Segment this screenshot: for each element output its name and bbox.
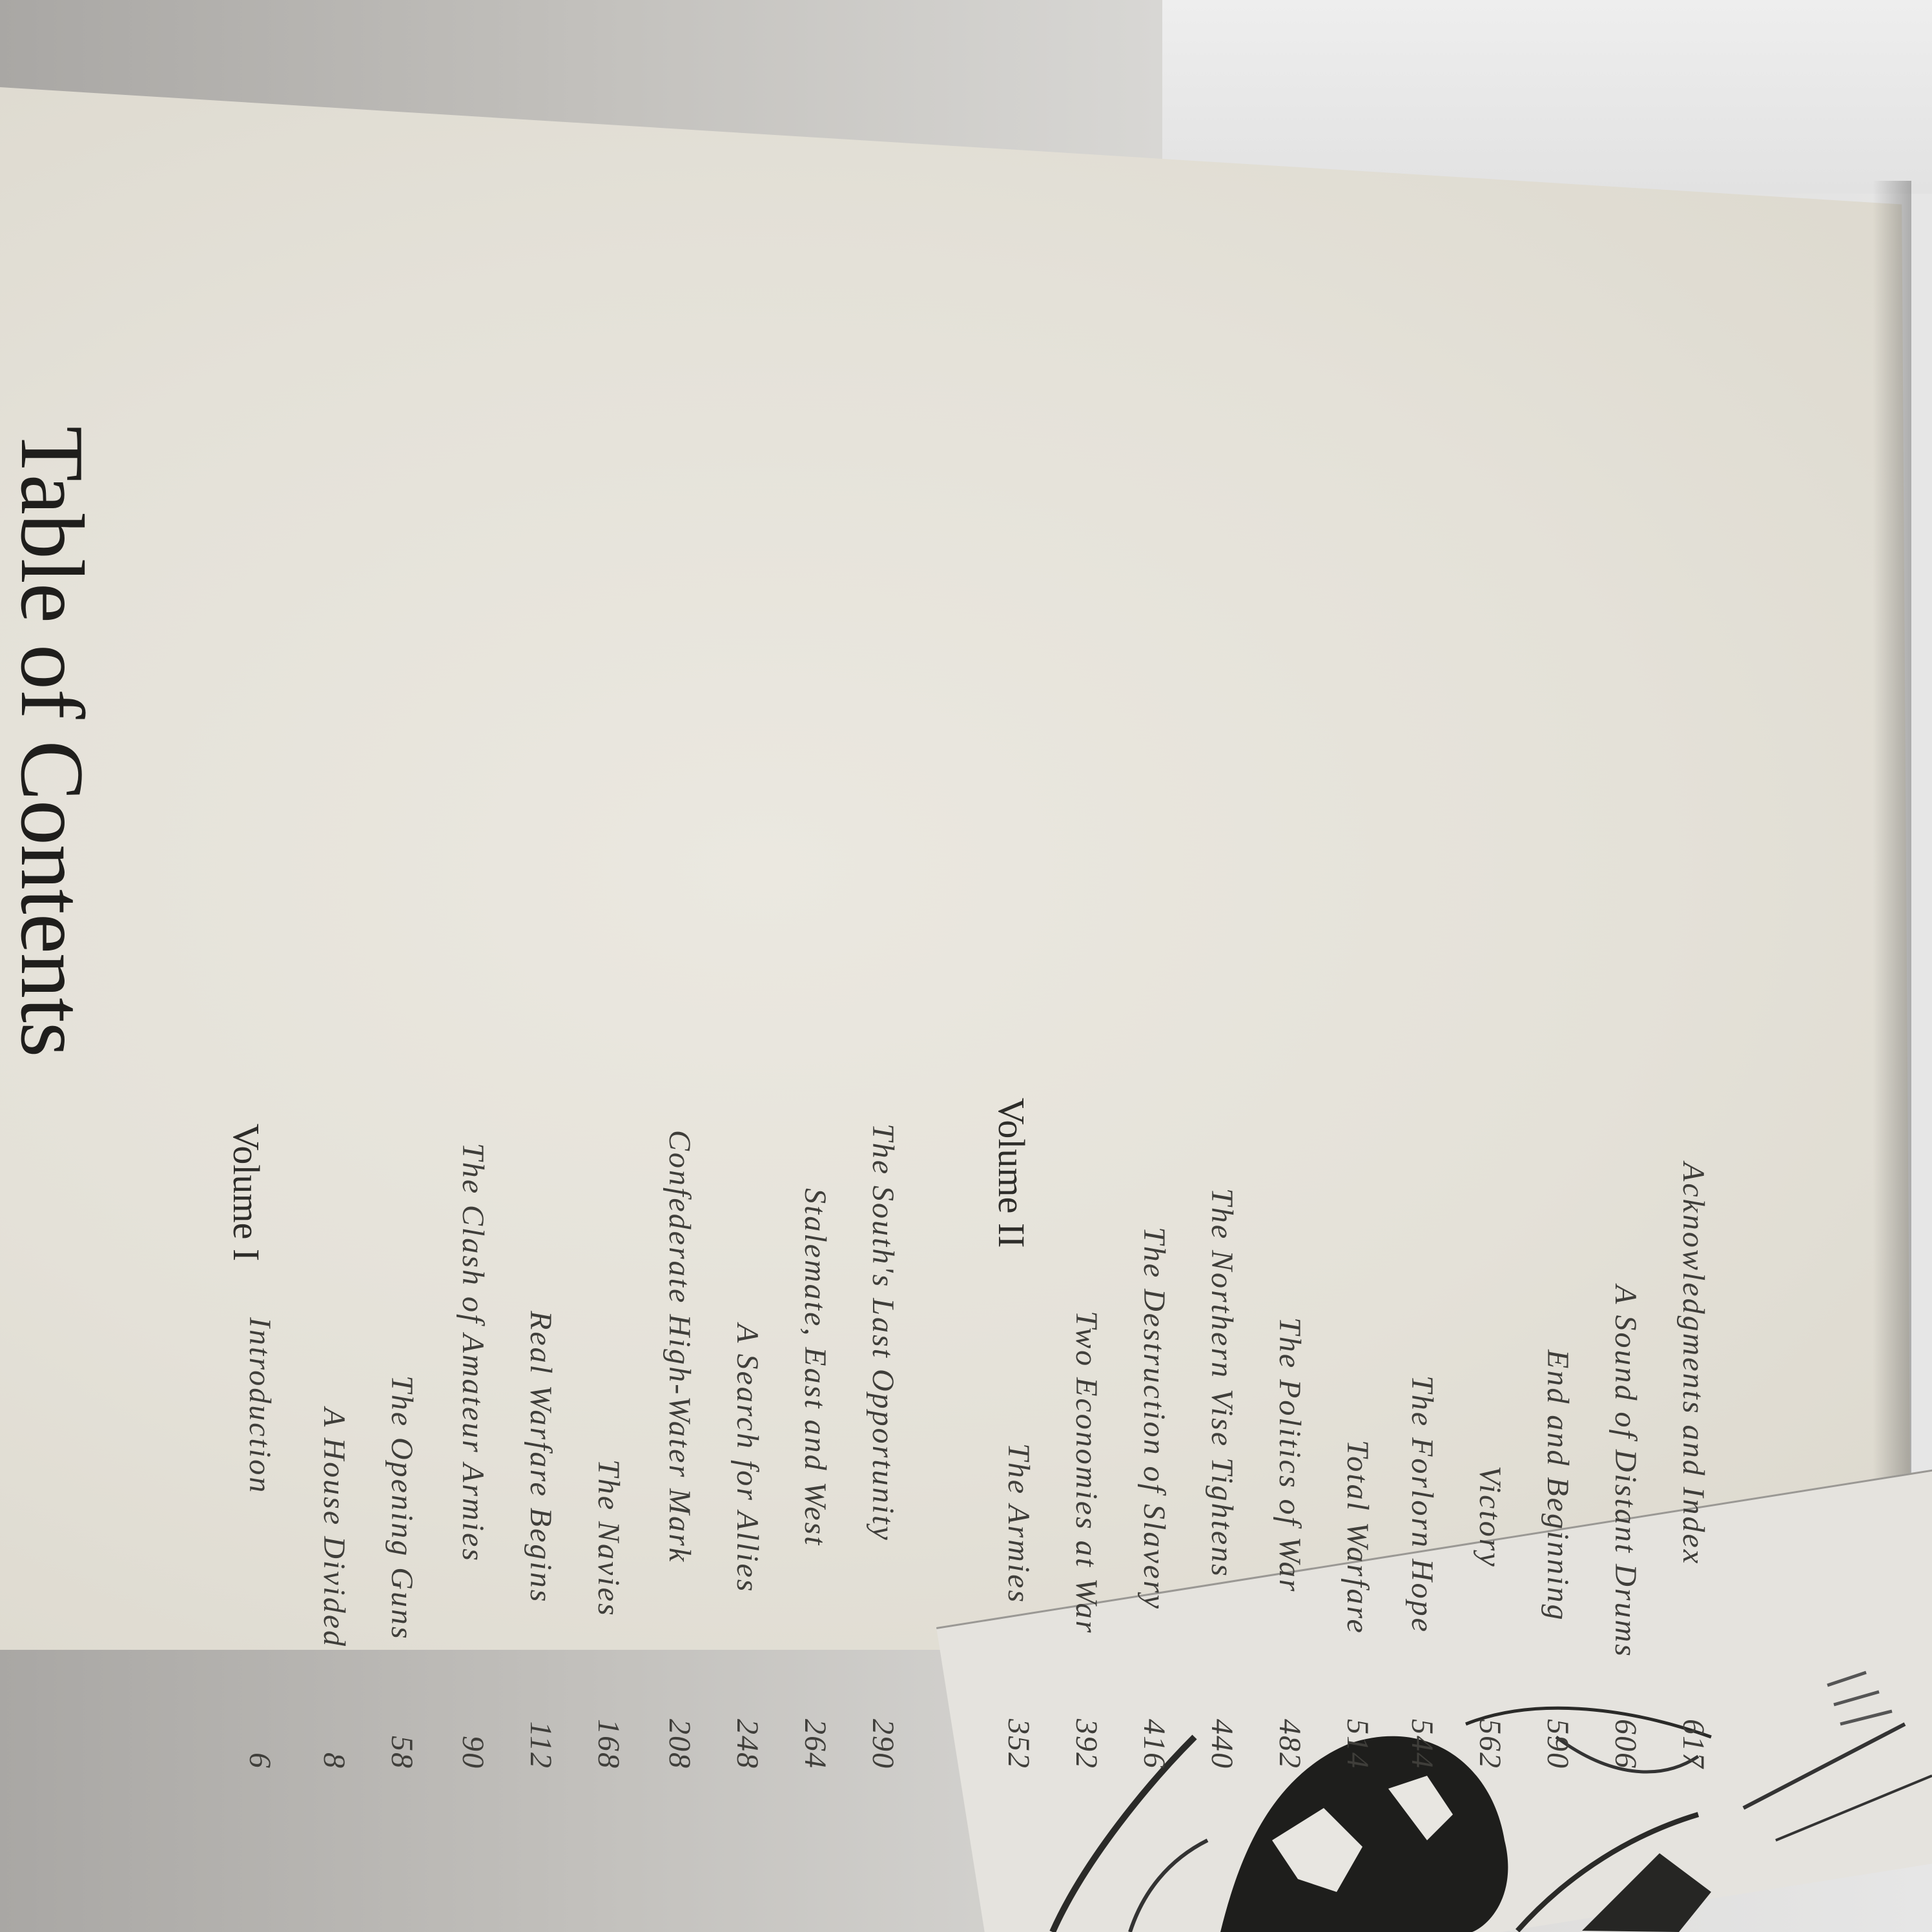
chapter-page: 168	[591, 1719, 626, 1769]
chapter-title: End and Beginning	[1541, 1350, 1575, 1622]
volume-label: Volume I	[225, 1124, 267, 1262]
table-surface	[1162, 0, 1932, 194]
chapter-title: The Navies	[591, 1459, 626, 1618]
volume-label: Volume II	[991, 1098, 1033, 1248]
chapter-title: A Sound of Distant Drums	[1608, 1285, 1643, 1658]
chapter-page: 392	[1069, 1719, 1104, 1769]
chapter-page: 617	[1676, 1719, 1711, 1769]
chapter-page: 264	[798, 1719, 832, 1769]
chapter-page: 352	[1002, 1719, 1036, 1769]
chapter-title: Two Economies at War	[1069, 1311, 1104, 1635]
chapter-title: Acknowledgments and Index	[1676, 1162, 1711, 1566]
chapter-title: Introduction	[243, 1317, 277, 1495]
chapter-title: Confederate High-Water Mark	[663, 1130, 697, 1564]
chapter-title: The Northern Vise Tightens	[1205, 1188, 1239, 1578]
page-title: Table of Contents	[2, 426, 102, 1057]
chapter-title: The Politics of War	[1273, 1317, 1307, 1594]
chapter-page: 58	[385, 1736, 419, 1769]
chapter-page: 562	[1473, 1719, 1507, 1769]
chapter-page: 290	[866, 1719, 900, 1769]
chapter-title: Real Warfare Begins	[524, 1311, 558, 1604]
chapter-title: Stalemate, East and West	[798, 1188, 832, 1547]
chapter-title: The Destruction of Slavery	[1137, 1227, 1171, 1610]
chapter-title: Total Warfare	[1341, 1440, 1375, 1635]
chapter-title: The Forlorn Hope	[1405, 1375, 1439, 1634]
chapter-page: 416	[1137, 1719, 1171, 1769]
chapter-title: A Search for Allies	[730, 1324, 765, 1594]
chapter-page: 482	[1273, 1719, 1307, 1769]
chapter-page: 6	[243, 1752, 277, 1769]
chapter-page: 440	[1205, 1719, 1239, 1769]
chapter-page: 248	[730, 1719, 765, 1769]
chapter-title: The Opening Guns	[385, 1375, 419, 1641]
chapter-title: The Clash of Amateur Armies	[456, 1143, 490, 1563]
toc-content	[2, 426, 1808, 1782]
chapter-title: Victory	[1473, 1466, 1507, 1568]
chapter-page: 590	[1541, 1719, 1575, 1769]
chapter-page: 112	[524, 1721, 558, 1769]
chapter-title: The Armies	[1002, 1443, 1036, 1605]
chapter-title: A House Divided	[317, 1408, 351, 1649]
chapter-page: 8	[317, 1752, 351, 1769]
chapter-title: The South's Last Opportunity	[866, 1124, 900, 1542]
chapter-page: 90	[456, 1736, 490, 1769]
page-edge-shadow	[1873, 181, 1911, 1653]
chapter-page: 514	[1341, 1719, 1375, 1769]
chapter-page: 544	[1405, 1719, 1439, 1769]
chapter-page: 208	[663, 1719, 697, 1769]
chapter-page: 606	[1608, 1719, 1643, 1769]
